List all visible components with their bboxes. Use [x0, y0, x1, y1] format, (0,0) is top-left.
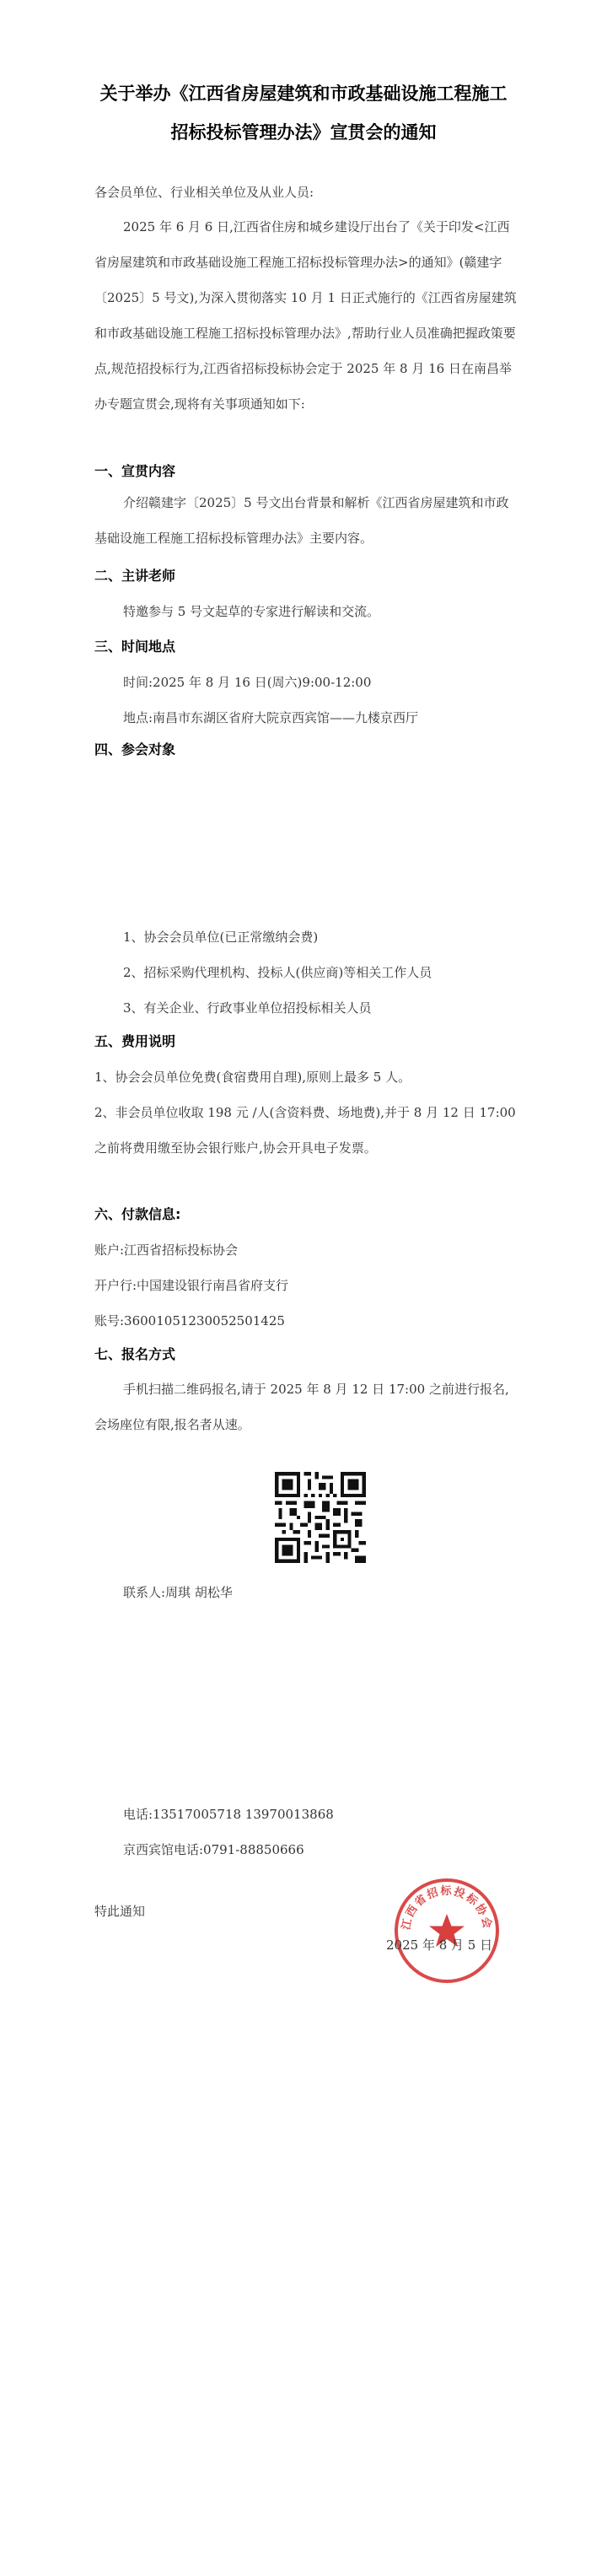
fee-item-1: 1、协会会员单位免费(食宿费用自理),原则上最多 5 人。	[94, 1070, 411, 1085]
section-3-heading: 三、时间地点	[94, 639, 176, 655]
page-title	[84, 74, 523, 152]
section-7-heading: 七、报名方式	[94, 1346, 176, 1362]
bank-name: 开户行:中国建设银行南昌省府支行	[94, 1278, 289, 1293]
attendee-item: 3、有关企业、行政事业单位招投标相关人员	[123, 1000, 372, 1016]
registration-body: 手机扫描二维码报名,请于 2025 年 8 月 12 日 17:00 之前进行报名,会场座位有限,报名者从速。	[94, 1382, 509, 1432]
svg-text:江西省招标投标协会: 江西省招标投标协会	[400, 1884, 494, 1932]
closing-text: 特此通知	[94, 1904, 146, 1919]
event-time: 时间:2025 年 8 月 16 日(周六)9:00-12:00	[123, 675, 372, 690]
section-2-heading: 二、主讲老师	[94, 568, 176, 584]
section-5-heading: 五、费用说明	[94, 1033, 176, 1049]
attendee-item: 1、协会会员单位(已正常缴纳会费)	[123, 930, 319, 945]
event-place: 地点:南昌市东湖区省府大院京西宾馆——九楼京西厅	[123, 710, 419, 725]
section-6-heading: 六、付款信息:	[94, 1206, 181, 1222]
document-date: 2025 年 8 月 5 日	[386, 1937, 493, 1953]
account-number: 账号:36001051230052501425	[94, 1313, 285, 1328]
contact-people: 联系人:周琪 胡松华	[123, 1585, 233, 1600]
title-line-1: 关于举办《江西省房屋建筑和市政基础设施工程施工	[99, 84, 508, 104]
section-1-body: 介绍赣建字〔2025〕5 号文出台背景和解析《江西省房屋建筑和市政基础设施工程施工招标投标管理办法》主要内容。	[94, 495, 509, 546]
fee-item-2: 2、非会员单位收取 198 元 /人(含资料费、场地费),并于 8 月 12 日 17:00 之前将费用缴至协会银行账户,协会开具电子发票。	[94, 1105, 516, 1156]
qr-code-icon[interactable]	[275, 1472, 366, 1563]
intro-paragraph: 2025 年 6 月 6 日,江西省住房和城乡建设厅出台了《关于印发<江西省房屋建筑和市政基础设施工程施工招标投标管理办法>的通知》(赣建字〔2025〕5 号文),为深入贯彻落实 10 月 1 日正式施行的《江西省房屋建筑和市政基础设施工程施工招标投标管理办法》,帮助行业人员准确把握政策要点,规范招投标行为,江西省招标投标协会定于 2025 年 8 月 16 日在南昌举办专题宣贯会,现将有关事项通知如下:	[94, 219, 517, 412]
account-name: 账户:江西省招标投标协会	[94, 1242, 239, 1258]
official-seal	[393, 1877, 501, 1985]
section-1-heading: 一、宣贯内容	[94, 463, 176, 479]
section-4-heading: 四、参会对象	[94, 741, 176, 757]
hotel-phone: 京西宾馆电话:0791-88850666	[123, 1842, 304, 1857]
attendee-item: 2、招标采购代理机构、投标人(供应商)等相关工作人员	[123, 965, 432, 980]
section-2-body: 特邀参与 5 号文起草的专家进行解读和交流。	[123, 604, 380, 619]
greeting: 各会员单位、行业相关单位及从业人员:	[94, 185, 314, 200]
title-line-2: 招标投标管理办法》宣贯会的通知	[170, 122, 437, 143]
contact-phone: 电话:13517005718 13970013868	[123, 1807, 334, 1822]
